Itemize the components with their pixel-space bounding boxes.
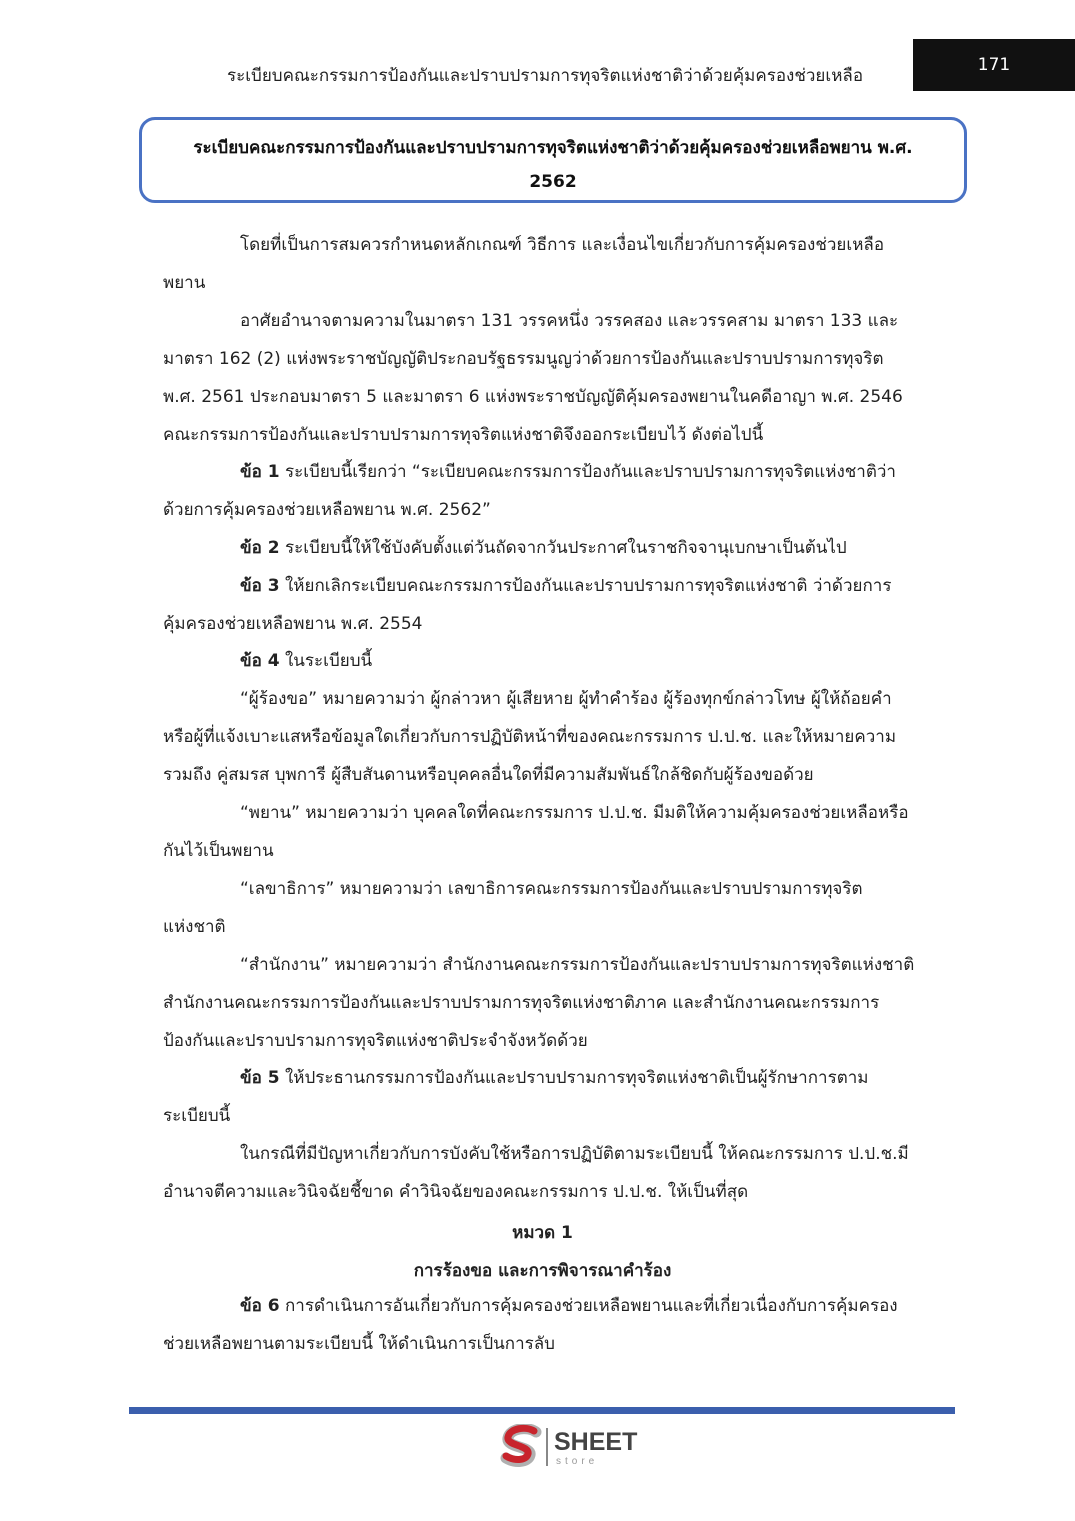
body-line: คณะกรรมการป้องกันและปราบปรามการทุจริตแห่งชาติจึงออกระเบียบไว้ ดังต่อไปนี้ xyxy=(163,425,764,445)
body-line: อาศัยอำนาจตามความในมาตรา 131 วรรคหนึ่ง วรรคสอง และวรรคสาม มาตรา 133 และ xyxy=(240,311,899,331)
body-line: “ผู้ร้องขอ” หมายความว่า ผู้กล่าวหา ผู้เสียหาย ผู้ทำคำร้อง ผู้ร้องทุกข์กล่าวโทษ ผู้ให้ถ้อยคำ xyxy=(240,689,892,709)
section-3 xyxy=(240,575,891,597)
section-text: การดำเนินการอันเกี่ยวกับการคุ้มครองช่วยเหลือพยานและที่เกี่ยวเนื่องกับการคุ้มครอง xyxy=(279,1296,898,1316)
sheet-store-logo xyxy=(498,1424,648,1472)
section-label: ข้อ 1 xyxy=(240,462,280,482)
body-line: “เลขาธิการ” หมายความว่า เลขาธิการคณะกรรมการป้องกันและปราบปรามการทุจริต xyxy=(240,879,863,899)
body-line: “สำนักงาน” หมายความว่า สำนักงานคณะกรรมการป้องกันและปราบปรามการทุจริตแห่งชาติ xyxy=(240,955,915,975)
section-5 xyxy=(240,1067,869,1089)
body-line: โดยที่เป็นการสมควรกำหนดหลักเกณฑ์ วิธีการ และเงื่อนไขเกี่ยวกับการคุ้มครองช่วยเหลือ xyxy=(240,235,885,255)
page-number: 171 xyxy=(913,39,1075,91)
running-header: ระเบียบคณะกรรมการป้องกันและปราบปรามการทุจริตแห่งชาติว่าด้วยคุ้มครองช่วยเหลือ xyxy=(226,66,864,86)
chapter-heading: หมวด 1 xyxy=(512,1223,573,1243)
body-line: พยาน xyxy=(163,273,206,293)
section-2 xyxy=(240,537,847,559)
section-label: ข้อ 6 xyxy=(240,1296,280,1316)
section-label: ข้อ 3 xyxy=(240,576,280,596)
logo-subtext: store xyxy=(556,1456,599,1467)
section-text: ระเบียบนี้เรียกว่า “ระเบียบคณะกรรมการป้องกันและปราบปรามการทุจริตแห่งชาติว่า xyxy=(279,462,896,482)
body-line: หรือผู้ที่แจ้งเบาะแสหรือข้อมูลใดเกี่ยวกับการปฏิบัติหน้าที่ของคณะกรรมการ ป.ป.ช. และให้หมายความ xyxy=(163,727,897,747)
section-label: ข้อ 2 xyxy=(240,538,280,558)
document-title-line-2: 2562 xyxy=(529,172,577,192)
section-4 xyxy=(240,650,372,672)
body-line: รวมถึง คู่สมรส บุพการี ผู้สืบสันดานหรือบุคคลอื่นใดที่มีความสัมพันธ์ใกล้ชิดกับผู้ร้องขอด้วย xyxy=(163,765,814,785)
body-line: สำนักงานคณะกรรมการป้องกันและปราบปรามการทุจริตแห่งชาติภาค และสำนักงานคณะกรรมการ xyxy=(163,993,880,1013)
logo-s-icon xyxy=(498,1424,550,1472)
body-line: กันไว้เป็นพยาน xyxy=(163,841,274,861)
document-title-line-1: ระเบียบคณะกรรมการป้องกันและปราบปรามการทุจริตแห่งชาติว่าด้วยคุ้มครองช่วยเหลือพยาน พ.ศ. xyxy=(193,138,913,158)
section-6 xyxy=(240,1295,898,1317)
section-label: ข้อ 4 xyxy=(240,651,280,671)
body-line: พ.ศ. 2561 ประกอบมาตรา 5 และมาตรา 6 แห่งพระราชบัญญัติคุ้มครองพยานในคดีอาญา พ.ศ. 2546 xyxy=(163,387,903,407)
section-text: ให้ประธานกรรมการป้องกันและปราบปรามการทุจริตแห่งชาติเป็นผู้รักษาการตาม xyxy=(279,1068,869,1088)
body-line: มาตรา 162 (2) แห่งพระราชบัญญัติประกอบรัฐธรรมนูญว่าด้วยการป้องกันและปราบปรามการทุจริต xyxy=(163,349,884,369)
body-line: ในกรณีที่มีปัญหาเกี่ยวกับการบังคับใช้หรือการปฏิบัติตามระเบียบนี้ ให้คณะกรรมการ ป.ป.ช.มี xyxy=(240,1144,909,1164)
body-line: ช่วยเหลือพยานตามระเบียบนี้ ให้ดำเนินการเป็นการลับ xyxy=(163,1334,555,1354)
body-line: “พยาน” หมายความว่า บุคคลใดที่คณะกรรมการ ป.ป.ช. มีมติให้ความคุ้มครองช่วยเหลือหรือ xyxy=(240,803,909,823)
body-line: ป้องกันและปราบปรามการทุจริตแห่งชาติประจำจังหวัดด้วย xyxy=(163,1031,588,1051)
section-label: ข้อ 5 xyxy=(240,1068,280,1088)
section-text: ในระเบียบนี้ xyxy=(279,651,373,671)
logo-divider xyxy=(546,1428,548,1466)
footer-divider xyxy=(129,1407,955,1414)
body-line: แห่งชาติ xyxy=(163,917,226,937)
document-title-box xyxy=(139,117,967,203)
body-line: ระเบียบนี้ xyxy=(163,1106,231,1126)
chapter-title: การร้องขอ และการพิจารณาคำร้อง xyxy=(413,1261,672,1281)
body-line: อำนาจตีความและวินิจฉัยชี้ขาด คำวินิจฉัยของคณะกรรมการ ป.ป.ช. ให้เป็นที่สุด xyxy=(163,1182,749,1202)
logo-text: SHEET xyxy=(554,1428,638,1456)
body-line: คุ้มครองช่วยเหลือพยาน พ.ศ. 2554 xyxy=(163,614,423,634)
body-line: ด้วยการคุ้มครองช่วยเหลือพยาน พ.ศ. 2562” xyxy=(163,500,491,520)
section-text: ระเบียบนี้ให้ใช้บังคับตั้งแต่วันถัดจากวันประกาศในราชกิจจานุเบกษาเป็นต้นไป xyxy=(279,538,847,558)
section-1 xyxy=(240,461,896,483)
section-text: ให้ยกเลิกระเบียบคณะกรรมการป้องกันและปราบปรามการทุจริตแห่งชาติ ว่าด้วยการ xyxy=(279,576,892,596)
